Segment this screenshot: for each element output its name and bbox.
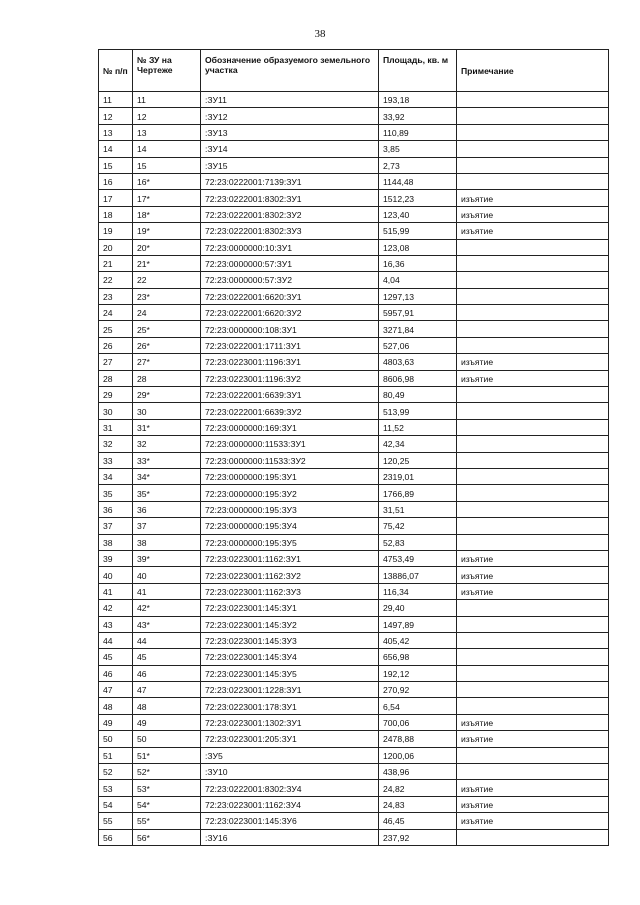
area-cell: 52,83	[379, 534, 457, 550]
plot-number-cell: 26*	[133, 337, 201, 353]
area-cell: 33,92	[379, 108, 457, 124]
header-note: Примечание	[457, 50, 609, 92]
note-cell	[457, 534, 609, 550]
designation-cell: 72:23:0000000:195:ЗУ4	[201, 518, 379, 534]
plot-number-cell: 42*	[133, 600, 201, 616]
designation-cell: 72:23:0223001:1162:ЗУ2	[201, 567, 379, 583]
area-cell: 438,96	[379, 764, 457, 780]
note-cell: изъятие	[457, 550, 609, 566]
plot-number-cell: 19*	[133, 223, 201, 239]
designation-cell: 72:23:0223001:145:ЗУ4	[201, 649, 379, 665]
table-row	[99, 649, 609, 665]
designation-cell: 72:23:0223001:145:ЗУ1	[201, 600, 379, 616]
table-row	[99, 501, 609, 517]
note-cell	[457, 321, 609, 337]
row-number-cell: 18	[99, 206, 133, 222]
table-row	[99, 567, 609, 583]
note-cell	[457, 272, 609, 288]
table-row	[99, 550, 609, 566]
designation-cell: 72:23:0223001:1162:ЗУ3	[201, 583, 379, 599]
area-cell: 1497,89	[379, 616, 457, 632]
area-cell: 80,49	[379, 387, 457, 403]
plot-number-cell: 49	[133, 714, 201, 730]
row-number-cell: 48	[99, 698, 133, 714]
table-row	[99, 173, 609, 189]
area-cell: 13886,07	[379, 567, 457, 583]
plot-number-cell: 45	[133, 649, 201, 665]
note-cell: изъятие	[457, 780, 609, 796]
row-number-cell: 30	[99, 403, 133, 419]
designation-cell: 72:23:0222001:8302:ЗУ4	[201, 780, 379, 796]
plot-number-cell: 41	[133, 583, 201, 599]
table-row	[99, 665, 609, 681]
plot-number-cell: 40	[133, 567, 201, 583]
designation-cell: 72:23:0223001:1162:ЗУ1	[201, 550, 379, 566]
designation-cell: :ЗУ16	[201, 829, 379, 845]
table-row	[99, 682, 609, 698]
header-row-number: № п/п	[99, 50, 133, 92]
row-number-cell: 53	[99, 780, 133, 796]
plot-number-cell: 48	[133, 698, 201, 714]
area-cell: 120,25	[379, 452, 457, 468]
row-number-cell: 52	[99, 764, 133, 780]
plot-number-cell: 25*	[133, 321, 201, 337]
row-number-cell: 36	[99, 501, 133, 517]
row-number-cell: 31	[99, 419, 133, 435]
note-cell	[457, 518, 609, 534]
plot-number-cell: 50	[133, 731, 201, 747]
note-cell: изъятие	[457, 190, 609, 206]
area-cell: 16,36	[379, 255, 457, 271]
plot-number-cell: 46	[133, 665, 201, 681]
table-row	[99, 141, 609, 157]
designation-cell: 72:23:0000000:195:ЗУ3	[201, 501, 379, 517]
plot-number-cell: 16*	[133, 173, 201, 189]
table-row	[99, 272, 609, 288]
table-row	[99, 370, 609, 386]
row-number-cell: 26	[99, 337, 133, 353]
table-row	[99, 288, 609, 304]
plot-number-cell: 21*	[133, 255, 201, 271]
area-cell: 42,34	[379, 436, 457, 452]
note-cell	[457, 485, 609, 501]
table-row	[99, 206, 609, 222]
row-number-cell: 33	[99, 452, 133, 468]
designation-cell: :ЗУ15	[201, 157, 379, 173]
designation-cell: 72:23:0000000:57:ЗУ2	[201, 272, 379, 288]
table-row	[99, 714, 609, 730]
row-number-cell: 32	[99, 436, 133, 452]
note-cell	[457, 173, 609, 189]
designation-cell: 72:23:0222001:6620:ЗУ1	[201, 288, 379, 304]
plot-number-cell: 30	[133, 403, 201, 419]
area-cell: 29,40	[379, 600, 457, 616]
area-cell: 6,54	[379, 698, 457, 714]
area-cell: 24,83	[379, 796, 457, 812]
designation-cell: 72:23:0223001:1196:ЗУ2	[201, 370, 379, 386]
note-cell	[457, 288, 609, 304]
row-number-cell: 54	[99, 796, 133, 812]
designation-cell: 72:23:0000000:57:ЗУ1	[201, 255, 379, 271]
plot-number-cell: 54*	[133, 796, 201, 812]
plot-number-cell: 43*	[133, 616, 201, 632]
area-cell: 123,08	[379, 239, 457, 255]
row-number-cell: 28	[99, 370, 133, 386]
header-area: Площадь, кв. м	[379, 50, 457, 92]
table-row	[99, 829, 609, 845]
designation-cell: 72:23:0000000:169:ЗУ1	[201, 419, 379, 435]
table-row	[99, 698, 609, 714]
header-plot-number: № ЗУ на Чертеже	[133, 50, 201, 92]
designation-cell: :ЗУ13	[201, 124, 379, 140]
row-number-cell: 41	[99, 583, 133, 599]
plot-number-cell: 18*	[133, 206, 201, 222]
area-cell: 3271,84	[379, 321, 457, 337]
area-cell: 1297,13	[379, 288, 457, 304]
row-number-cell: 45	[99, 649, 133, 665]
table-row	[99, 92, 609, 108]
plot-number-cell: 27*	[133, 354, 201, 370]
note-cell: изъятие	[457, 731, 609, 747]
row-number-cell: 51	[99, 747, 133, 763]
row-number-cell: 42	[99, 600, 133, 616]
plot-number-cell: 51*	[133, 747, 201, 763]
designation-cell: 72:23:0222001:8302:ЗУ2	[201, 206, 379, 222]
area-cell: 1512,23	[379, 190, 457, 206]
designation-cell: 72:23:0223001:1228:ЗУ1	[201, 682, 379, 698]
table-row	[99, 813, 609, 829]
plot-number-cell: 52*	[133, 764, 201, 780]
designation-cell: 72:23:0223001:145:ЗУ3	[201, 632, 379, 648]
area-cell: 1144,48	[379, 173, 457, 189]
plot-number-cell: 55*	[133, 813, 201, 829]
area-cell: 515,99	[379, 223, 457, 239]
plot-number-cell: 56*	[133, 829, 201, 845]
designation-cell: 72:23:0223001:145:ЗУ5	[201, 665, 379, 681]
designation-cell: :ЗУ5	[201, 747, 379, 763]
designation-cell: 72:23:0223001:1162:ЗУ4	[201, 796, 379, 812]
row-number-cell: 46	[99, 665, 133, 681]
designation-cell: 72:23:0222001:8302:ЗУ1	[201, 190, 379, 206]
designation-cell: 72:23:0222001:7139:ЗУ1	[201, 173, 379, 189]
note-cell	[457, 419, 609, 435]
area-cell: 4753,49	[379, 550, 457, 566]
designation-cell: 72:23:0222001:6639:ЗУ1	[201, 387, 379, 403]
row-number-cell: 22	[99, 272, 133, 288]
designation-cell: 72:23:0223001:205:ЗУ1	[201, 731, 379, 747]
row-number-cell: 17	[99, 190, 133, 206]
row-number-cell: 44	[99, 632, 133, 648]
table-row	[99, 337, 609, 353]
plot-number-cell: 39*	[133, 550, 201, 566]
row-number-cell: 49	[99, 714, 133, 730]
plot-number-cell: 53*	[133, 780, 201, 796]
row-number-cell: 47	[99, 682, 133, 698]
note-cell	[457, 616, 609, 632]
table-row	[99, 190, 609, 206]
table-row	[99, 747, 609, 763]
plot-number-cell: 24	[133, 305, 201, 321]
table-row	[99, 583, 609, 599]
note-cell	[457, 255, 609, 271]
area-cell: 46,45	[379, 813, 457, 829]
note-cell	[457, 108, 609, 124]
area-cell: 110,89	[379, 124, 457, 140]
area-cell: 11,52	[379, 419, 457, 435]
row-number-cell: 24	[99, 305, 133, 321]
note-cell: изъятие	[457, 223, 609, 239]
note-cell	[457, 436, 609, 452]
table-row	[99, 239, 609, 255]
note-cell	[457, 665, 609, 681]
table-row	[99, 255, 609, 271]
designation-cell: 72:23:0000000:195:ЗУ1	[201, 468, 379, 484]
area-cell: 3,85	[379, 141, 457, 157]
table-row	[99, 403, 609, 419]
designation-cell: :ЗУ12	[201, 108, 379, 124]
note-cell: изъятие	[457, 714, 609, 730]
plot-number-cell: 34*	[133, 468, 201, 484]
designation-cell: 72:23:0222001:8302:ЗУ3	[201, 223, 379, 239]
table-body	[99, 92, 609, 846]
table-row	[99, 600, 609, 616]
designation-cell: 72:23:0000000:11533:ЗУ1	[201, 436, 379, 452]
designation-cell: 72:23:0223001:1302:ЗУ1	[201, 714, 379, 730]
plot-number-cell: 22	[133, 272, 201, 288]
table-row	[99, 436, 609, 452]
area-cell: 2319,01	[379, 468, 457, 484]
land-plots-table	[98, 49, 609, 846]
area-cell: 4803,63	[379, 354, 457, 370]
table-row	[99, 796, 609, 812]
designation-cell: :ЗУ14	[201, 141, 379, 157]
note-cell	[457, 305, 609, 321]
plot-number-cell: 35*	[133, 485, 201, 501]
table-row	[99, 452, 609, 468]
note-cell	[457, 698, 609, 714]
row-number-cell: 25	[99, 321, 133, 337]
row-number-cell: 40	[99, 567, 133, 583]
designation-cell: 72:23:0223001:178:ЗУ1	[201, 698, 379, 714]
plot-number-cell: 47	[133, 682, 201, 698]
row-number-cell: 23	[99, 288, 133, 304]
designation-cell: :ЗУ10	[201, 764, 379, 780]
table-row	[99, 731, 609, 747]
note-cell: изъятие	[457, 583, 609, 599]
row-number-cell: 14	[99, 141, 133, 157]
designation-cell: 72:23:0000000:10:ЗУ1	[201, 239, 379, 255]
plot-number-cell: 12	[133, 108, 201, 124]
plot-number-cell: 28	[133, 370, 201, 386]
row-number-cell: 21	[99, 255, 133, 271]
row-number-cell: 27	[99, 354, 133, 370]
table-row	[99, 780, 609, 796]
page-number: 38	[314, 28, 326, 40]
row-number-cell: 43	[99, 616, 133, 632]
area-cell: 527,06	[379, 337, 457, 353]
table-row	[99, 616, 609, 632]
area-cell: 405,42	[379, 632, 457, 648]
row-number-cell: 15	[99, 157, 133, 173]
plot-number-cell: 11	[133, 92, 201, 108]
designation-cell: 72:23:0222001:6639:ЗУ2	[201, 403, 379, 419]
plot-number-cell: 17*	[133, 190, 201, 206]
designation-cell: 72:23:0222001:6620:ЗУ2	[201, 305, 379, 321]
header-designation: Обозначение образуемого земельного участка	[201, 50, 379, 92]
designation-cell: 72:23:0223001:145:ЗУ6	[201, 813, 379, 829]
table-row	[99, 764, 609, 780]
row-number-cell: 34	[99, 468, 133, 484]
note-cell	[457, 452, 609, 468]
designation-cell: 72:23:0000000:195:ЗУ5	[201, 534, 379, 550]
plot-number-cell: 29*	[133, 387, 201, 403]
note-cell	[457, 124, 609, 140]
note-cell: изъятие	[457, 206, 609, 222]
designation-cell: :ЗУ11	[201, 92, 379, 108]
table-row	[99, 534, 609, 550]
area-cell: 31,51	[379, 501, 457, 517]
area-cell: 2478,88	[379, 731, 457, 747]
designation-cell: 72:23:0223001:1196:ЗУ1	[201, 354, 379, 370]
table-row	[99, 354, 609, 370]
note-cell: изъятие	[457, 370, 609, 386]
area-cell: 116,34	[379, 583, 457, 599]
designation-cell: 72:23:0222001:1711:ЗУ1	[201, 337, 379, 353]
row-number-cell: 12	[99, 108, 133, 124]
note-cell	[457, 632, 609, 648]
area-cell: 270,92	[379, 682, 457, 698]
note-cell	[457, 141, 609, 157]
area-cell: 8606,98	[379, 370, 457, 386]
row-number-cell: 16	[99, 173, 133, 189]
plot-number-cell: 38	[133, 534, 201, 550]
note-cell	[457, 829, 609, 845]
note-cell	[457, 337, 609, 353]
area-cell: 237,92	[379, 829, 457, 845]
note-cell: изъятие	[457, 567, 609, 583]
plot-number-cell: 14	[133, 141, 201, 157]
note-cell	[457, 682, 609, 698]
area-cell: 192,12	[379, 665, 457, 681]
row-number-cell: 50	[99, 731, 133, 747]
area-cell: 193,18	[379, 92, 457, 108]
area-cell: 656,98	[379, 649, 457, 665]
row-number-cell: 29	[99, 387, 133, 403]
note-cell	[457, 649, 609, 665]
table-row	[99, 157, 609, 173]
plot-number-cell: 44	[133, 632, 201, 648]
area-cell: 4,04	[379, 272, 457, 288]
note-cell	[457, 764, 609, 780]
plot-number-cell: 32	[133, 436, 201, 452]
plot-number-cell: 36	[133, 501, 201, 517]
area-cell: 2,73	[379, 157, 457, 173]
area-cell: 1766,89	[379, 485, 457, 501]
table-row	[99, 321, 609, 337]
table-row	[99, 419, 609, 435]
table-row	[99, 124, 609, 140]
plot-number-cell: 23*	[133, 288, 201, 304]
area-cell: 5957,91	[379, 305, 457, 321]
designation-cell: 72:23:0000000:11533:ЗУ2	[201, 452, 379, 468]
designation-cell: 72:23:0000000:195:ЗУ2	[201, 485, 379, 501]
row-number-cell: 39	[99, 550, 133, 566]
note-cell: изъятие	[457, 354, 609, 370]
row-number-cell: 11	[99, 92, 133, 108]
table-row	[99, 485, 609, 501]
note-cell	[457, 600, 609, 616]
note-cell	[457, 157, 609, 173]
plot-number-cell: 37	[133, 518, 201, 534]
note-cell	[457, 387, 609, 403]
area-cell: 700,06	[379, 714, 457, 730]
table-row	[99, 632, 609, 648]
note-cell	[457, 501, 609, 517]
row-number-cell: 55	[99, 813, 133, 829]
designation-cell: 72:23:0223001:145:ЗУ2	[201, 616, 379, 632]
row-number-cell: 35	[99, 485, 133, 501]
plot-number-cell: 33*	[133, 452, 201, 468]
row-number-cell: 20	[99, 239, 133, 255]
table-row	[99, 387, 609, 403]
plot-number-cell: 20*	[133, 239, 201, 255]
plot-number-cell: 31*	[133, 419, 201, 435]
table-row	[99, 518, 609, 534]
note-cell	[457, 92, 609, 108]
table-row	[99, 108, 609, 124]
area-cell: 123,40	[379, 206, 457, 222]
area-cell: 513,99	[379, 403, 457, 419]
note-cell: изъятие	[457, 796, 609, 812]
row-number-cell: 56	[99, 829, 133, 845]
row-number-cell: 13	[99, 124, 133, 140]
area-cell: 75,42	[379, 518, 457, 534]
area-cell: 24,82	[379, 780, 457, 796]
note-cell	[457, 747, 609, 763]
plot-number-cell: 15	[133, 157, 201, 173]
row-number-cell: 37	[99, 518, 133, 534]
area-cell: 1200,06	[379, 747, 457, 763]
table-row	[99, 223, 609, 239]
row-number-cell: 38	[99, 534, 133, 550]
note-cell	[457, 239, 609, 255]
note-cell: изъятие	[457, 813, 609, 829]
table-row	[99, 468, 609, 484]
table-row	[99, 305, 609, 321]
plot-number-cell: 13	[133, 124, 201, 140]
designation-cell: 72:23:0000000:108:ЗУ1	[201, 321, 379, 337]
note-cell	[457, 403, 609, 419]
note-cell	[457, 468, 609, 484]
table-header-row	[99, 50, 609, 92]
row-number-cell: 19	[99, 223, 133, 239]
